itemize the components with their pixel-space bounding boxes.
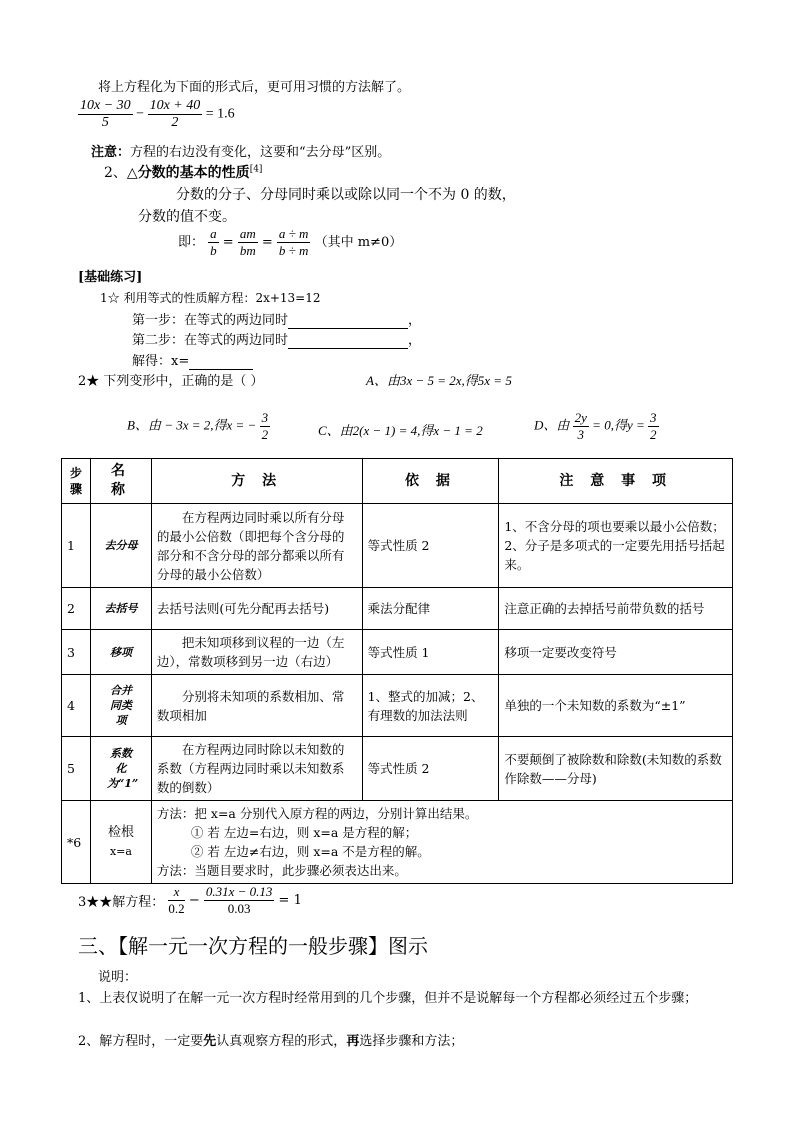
header-note: 注 意 事 项 bbox=[499, 459, 733, 504]
f2-num: am bbox=[239, 226, 256, 241]
optb-den: 2 bbox=[261, 427, 269, 442]
row-note: 单独的一个未知数的系数为“±1” bbox=[499, 675, 733, 737]
property-cond: （其中 m≠0） bbox=[314, 235, 403, 250]
step1-comma: ， bbox=[408, 313, 422, 328]
f3-den: b ÷ m bbox=[278, 243, 309, 258]
row-basis: 乘法分配律 bbox=[362, 588, 499, 630]
q1-solve bbox=[132, 350, 253, 370]
section3-shuoming: 说明： bbox=[98, 970, 138, 985]
solve-blank[interactable] bbox=[189, 354, 253, 370]
row-basis: 1、整式的加减；2、有理数的加法法则 bbox=[362, 675, 499, 737]
p2a: 2、解方程时，一定要 bbox=[78, 1034, 204, 1049]
eq-den1: 5 bbox=[101, 115, 109, 130]
eq-num1: 10x − 30 bbox=[80, 98, 131, 113]
f2-den: bm bbox=[239, 243, 256, 258]
optb-text: B、由 − 3x = 2,得x = − bbox=[127, 417, 257, 433]
header-name: 名 称 bbox=[90, 459, 151, 504]
property-line1: 分数的分子、分母同时乘以或除以同一个不为 0 的数， bbox=[176, 187, 516, 203]
header-method: 方 法 bbox=[151, 459, 362, 504]
step2-text: 第二步：在等式的两边同时 bbox=[132, 333, 289, 348]
eq-num2: 10x + 40 bbox=[149, 98, 201, 113]
row6-line4: 方法：当题目要求时，此步骤必须表达出来。 bbox=[156, 863, 407, 878]
q1-step2 bbox=[132, 329, 421, 349]
q3-rhs: = 1 bbox=[278, 893, 302, 908]
property-sup: [4] bbox=[249, 164, 263, 175]
step2-blank[interactable] bbox=[288, 333, 408, 349]
property-line2: 分数的值不变。 bbox=[138, 209, 236, 225]
q2-option-d bbox=[534, 410, 659, 443]
p2b: 先 bbox=[203, 1034, 217, 1049]
section3-p1: 1、上表仅说明了在解一元一次方程时经常用到的几个步骤，但并不是说解每一个方程都必须经过五个步骤； bbox=[78, 991, 698, 1006]
table-row bbox=[62, 630, 733, 675]
p2c: 认真观察方程的形式， bbox=[216, 1034, 347, 1049]
row-note: 1、不含分母的项也要乘以最小公倍数；2、分子是多项式的一定要先用括号括起来。 bbox=[499, 504, 733, 588]
optb-num: 3 bbox=[261, 410, 269, 425]
table-row bbox=[62, 801, 733, 884]
eq-den2: 2 bbox=[171, 115, 179, 130]
row-basis: 等式性质 2 bbox=[362, 737, 499, 801]
row-name-text: 去分母 bbox=[104, 539, 138, 552]
step1-text: 第一步：在等式的两边同时 bbox=[132, 313, 289, 328]
row-name-text: 系数化为“1” bbox=[106, 747, 139, 790]
row-basis: 等式性质 1 bbox=[362, 630, 499, 675]
eq-rhs: = 1.6 bbox=[205, 106, 235, 122]
row-step: 1 bbox=[62, 504, 91, 588]
f1-den: b bbox=[210, 243, 217, 258]
optd-mid: = 0,得y = bbox=[592, 417, 645, 433]
table-row bbox=[62, 588, 733, 630]
steps-table bbox=[61, 458, 733, 884]
row-name bbox=[90, 675, 151, 737]
row-method: 去括号法则(可先分配再去括号) bbox=[151, 588, 362, 630]
q2: 2★ 下列变形中，正确的是（ ） bbox=[78, 374, 264, 389]
header-step: 步骤 bbox=[62, 459, 91, 504]
row-step: 2 bbox=[62, 588, 91, 630]
property-formula: 即： $\frac{a}{b}$ = $\frac{am}{bm}$ = $\frac{a \div m}{b \div m}$ （其中 m≠0） bbox=[178, 226, 403, 258]
row-basis: 等式性质 2 bbox=[362, 504, 499, 588]
q1: 1☆ 利用等式的性质解方程：2x+13=12 bbox=[100, 291, 321, 305]
q2-option-c: C、由2(x − 1) = 4,得x − 1 = 2 bbox=[318, 423, 483, 438]
row-name bbox=[90, 801, 151, 884]
row-method: 把未知项移到议程的一边（左边），常数项移到另一边（右边） bbox=[151, 630, 362, 675]
property-prefix: 2、△ bbox=[104, 165, 138, 181]
note-line bbox=[91, 141, 390, 160]
q3-d1: 0.2 bbox=[168, 901, 185, 916]
table-row bbox=[62, 504, 733, 588]
intro-line: 将上方程化为下面的形式后，更可用习惯的方法解了。 bbox=[98, 80, 411, 95]
section3-p2 bbox=[78, 1030, 463, 1049]
row-name bbox=[90, 630, 151, 675]
intro-equation: $\frac{10x - 30}{5}$ − $\frac{10x + 40}{2}$ = 1.6 bbox=[80, 98, 235, 130]
row-method: 在方程两边同时乘以所有分母的最小公倍数（即把每个含分母的部分和不含分母的部分都乘以所有分母的最小公倍数） bbox=[151, 504, 362, 588]
row-step: 3 bbox=[62, 630, 91, 675]
optd-den2: 2 bbox=[650, 427, 657, 442]
p2e: 选择步骤和方法； bbox=[359, 1034, 464, 1049]
row-step: *6 bbox=[62, 801, 91, 884]
property-ji: 即： bbox=[178, 235, 205, 250]
property-title-text: 分数的基本的性质 bbox=[137, 165, 250, 181]
row-note: 注意正确的去掉括号前带负数的括号 bbox=[499, 588, 733, 630]
row6-line3: ② 若 左边≠右边，则 x=a 不是方程的解。 bbox=[190, 844, 430, 859]
row-step: 4 bbox=[62, 675, 91, 737]
row6-line2: ① 若 左边=右边，则 x=a 是方程的解； bbox=[190, 825, 418, 840]
optd-text: D、由 bbox=[534, 417, 570, 433]
q2-option-a: A、由3x − 5 = 2x,得5x = 5 bbox=[366, 373, 512, 388]
step1-blank[interactable] bbox=[288, 313, 408, 329]
table-row bbox=[62, 675, 733, 737]
row-name bbox=[90, 588, 151, 630]
row6-name1: 检根 bbox=[107, 825, 134, 840]
row6-method bbox=[151, 801, 732, 884]
q3-label: 3★★解方程： bbox=[78, 895, 165, 910]
table-header-row bbox=[62, 459, 733, 504]
row-step: 5 bbox=[62, 737, 91, 801]
row-note: 移项一定要改变符号 bbox=[499, 630, 733, 675]
q3-n1: x bbox=[168, 884, 184, 901]
q3: 3★★解方程： $\frac{x}{0.2}$ − $\frac{0.31x - 0.13}{0.03}$ = 1 bbox=[78, 884, 302, 916]
row-name bbox=[90, 737, 151, 801]
p2d: 再 bbox=[346, 1034, 360, 1049]
row-method: 在方程两边同时除以未知数的系数（方程两边同时乘以未知数系数的倒数） bbox=[151, 737, 362, 801]
f1-num: a bbox=[210, 226, 217, 241]
q2-option-b bbox=[127, 410, 270, 443]
note-label: 注意： bbox=[91, 145, 131, 160]
optd-num: 2y bbox=[574, 410, 587, 425]
step2-comma: ， bbox=[408, 333, 422, 348]
row-name-text: 移项 bbox=[109, 645, 132, 659]
header-basis: 依 据 bbox=[362, 459, 499, 504]
row6-line1: 方法：把 x=a 分别代入原方程的两边，分别计算出结果。 bbox=[156, 806, 478, 821]
q3-d2: 0.03 bbox=[227, 901, 251, 916]
row-note: 不要颠倒了被除数和除数(未知数的系数作除数——分母) bbox=[499, 737, 733, 801]
optd-num2: 3 bbox=[650, 410, 657, 425]
row6-name2: x=a bbox=[109, 845, 132, 858]
section3-title: 三、【解一元一次方程的一般步骤】图示 bbox=[78, 934, 428, 958]
property-title bbox=[104, 162, 262, 182]
q3-n2: 0.31x − 0.13 bbox=[205, 884, 273, 899]
q1-step1 bbox=[132, 309, 421, 329]
optd-den: 3 bbox=[577, 427, 585, 442]
basic-heading: [基础练习] bbox=[78, 270, 143, 285]
table-row bbox=[62, 737, 733, 801]
row-name-text: 合并同类项 bbox=[109, 684, 132, 727]
row-name-text: 去括号 bbox=[104, 602, 138, 615]
note-text: 方程的右边没有变化，这要和“去分母”区别。 bbox=[130, 145, 391, 160]
solve-text: 解得：x= bbox=[132, 354, 190, 369]
row-name bbox=[90, 504, 151, 588]
row-method: 分别将未知项的系数相加、常数项相加 bbox=[151, 675, 362, 737]
f3-num: a ÷ m bbox=[278, 226, 309, 241]
